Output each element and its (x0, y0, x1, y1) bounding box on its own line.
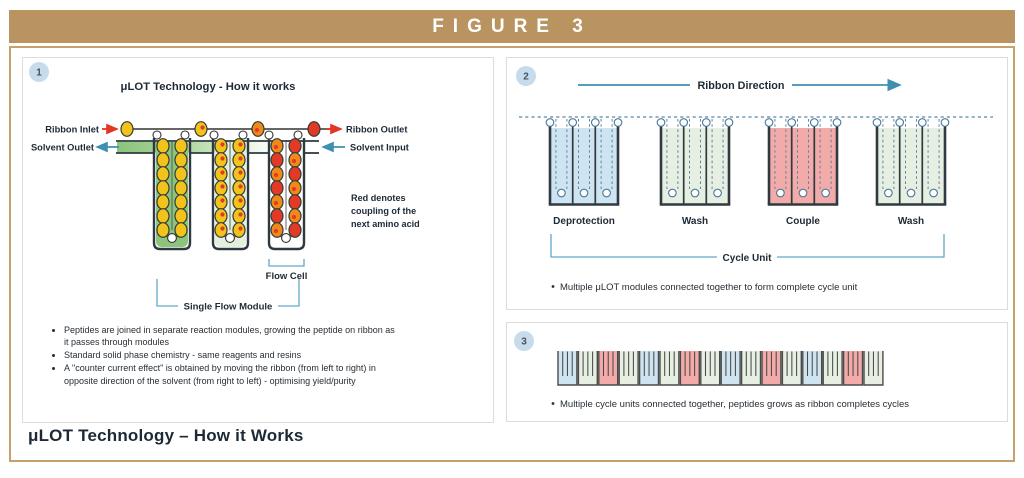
single-flow-module-label: Single Flow Module (183, 301, 273, 313)
red-note (351, 193, 420, 229)
svg-text:next amino acid: next amino acid (351, 219, 420, 229)
mini-module (742, 351, 761, 385)
mini-module (803, 351, 822, 385)
panel3-bullet-text: Multiple cycle units connected together, peptides grows as ribbon completes cycles (560, 399, 910, 410)
mini-module (558, 351, 577, 385)
mini-module (599, 351, 618, 385)
panel-1 (22, 57, 494, 423)
panel2-diagram (507, 58, 1005, 307)
svg-text:Red denotes: Red denotes (351, 193, 406, 203)
flow-cell-label: Flow Cell (265, 271, 308, 282)
cycle-module (765, 119, 841, 227)
mini-module (660, 351, 679, 385)
module-label: Wash (681, 216, 709, 227)
module-label: Wash (897, 216, 925, 227)
panel1-bullet-1: • Peptides are joined in separate reaction modules, growing the peptide on ribbon as it passes through modules (64, 324, 396, 348)
module-label: Deprotection (553, 216, 615, 227)
panel1-bullet-2: • Standard solid phase chemistry - same reagents and resins (64, 349, 396, 361)
solvent-input-label: Solvent Input (350, 142, 409, 153)
mini-module (640, 351, 659, 385)
panel1-bullets (51, 324, 396, 388)
cycle-unit-chain (558, 351, 883, 385)
figure-caption: μLOT Technology – How it Works (28, 426, 304, 445)
panel3-badge-number: 3 (521, 336, 527, 348)
solvent-outlet-label: Solvent Outlet (30, 142, 94, 153)
cycle-module (546, 119, 622, 227)
mini-module (619, 351, 638, 385)
ribbon-direction-label: Ribbon Direction (697, 80, 785, 92)
mini-module (680, 351, 699, 385)
mini-module (864, 351, 883, 385)
figure-banner (9, 10, 1015, 43)
svg-text:coupling of the: coupling of the (351, 206, 417, 216)
panel-2 (506, 57, 1008, 310)
panel2-badge-number: 2 (523, 71, 529, 83)
panel1-title: μLOT Technology - How it works (120, 81, 296, 93)
mini-module (844, 351, 863, 385)
ribbon-outlet-label: Ribbon Outlet (346, 124, 408, 135)
panel-3 (506, 322, 1008, 422)
panel1-badge-number: 1 (36, 67, 42, 79)
cycle-module (873, 119, 949, 227)
mini-module (701, 351, 720, 385)
cycle-modules (546, 119, 949, 227)
flow-cell-bracket (269, 259, 304, 266)
mini-module (782, 351, 801, 385)
mini-module (823, 351, 842, 385)
panel2-bullet-dot (552, 285, 555, 288)
ribbon-inlet-label: Ribbon Inlet (45, 124, 99, 135)
mini-module (762, 351, 781, 385)
figure-frame (9, 46, 1015, 462)
panel3-diagram (507, 323, 1005, 419)
figure-banner-title: FIGURE 3 (432, 16, 592, 37)
cycle-unit-label: Cycle Unit (722, 253, 772, 264)
panel1-bullet-3: • A "counter current effect" is obtained by moving the ribbon (from left to right) in opposite direction of the solvent (from right to left) - optimising yield/purity (64, 362, 396, 386)
cycle-module (657, 119, 733, 227)
panel3-bullet-dot (552, 402, 555, 405)
mini-module (721, 351, 740, 385)
mini-module (578, 351, 597, 385)
module-label: Couple (786, 216, 820, 227)
panel2-bullet-text: Multiple μLOT modules connected together to form complete cycle unit (560, 282, 858, 293)
